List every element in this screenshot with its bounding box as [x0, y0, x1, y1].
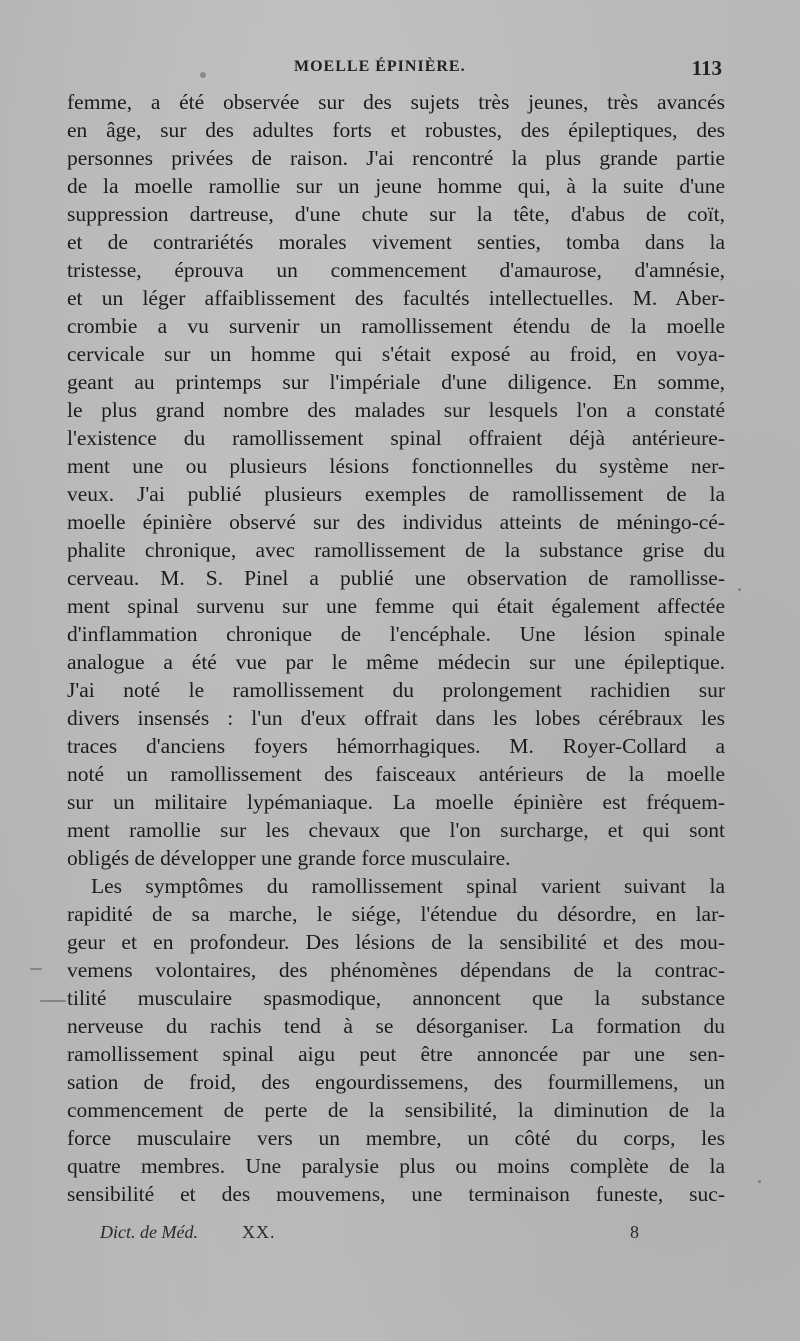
text-line: et un léger affaiblissement des facultés intellectuelles. M. Aber- [67, 286, 725, 310]
text-line: cervicale sur un homme qui s'était exposé au froid, en voya- [67, 342, 725, 366]
text-line: noté un ramollissement des faisceaux antérieurs de la moelle [67, 762, 725, 786]
text-line: nerveuse du rachis tend à se désorganiser. La formation du [67, 1014, 725, 1038]
text-line: veux. J'ai publié plusieurs exemples de ramollissement de la [67, 482, 725, 506]
text-line: sation de froid, des engourdissemens, des fourmillemens, un [67, 1070, 725, 1094]
text-line: geur et en profondeur. Des lésions de la sensibilité et des mou- [67, 930, 725, 954]
paper-speck [30, 968, 42, 970]
text-line: le plus grand nombre des malades sur lesquels l'on a constaté [67, 398, 725, 422]
text-line: sensibilité et des mouvemens, une terminaison funeste, suc- [67, 1182, 725, 1206]
sheet-number: 8 [630, 1222, 639, 1242]
text-line: personnes privées de raison. J'ai rencontré la plus grande partie [67, 146, 725, 170]
text-line: force musculaire vers un membre, un côté du corps, les [67, 1126, 725, 1150]
text-line: phalite chronique, avec ramollissement de la substance grise du [67, 538, 725, 562]
text-line: rapidité de sa marche, le siége, l'étendue du désordre, en lar- [67, 902, 725, 926]
paper-speck [758, 1180, 761, 1183]
paper-speck [200, 72, 206, 78]
paragraph-1 [67, 88, 725, 872]
text-line: sur un militaire lypémaniaque. La moelle épinière est fréquem- [67, 790, 725, 814]
text-line: et de contrariétés morales vivement senties, tomba dans la [67, 230, 725, 254]
text-line: crombie a vu survenir un ramollissement étendu de la moelle [67, 314, 725, 338]
text-line: cerveau. M. S. Pinel a publié une observation de ramollisse- [67, 566, 725, 590]
paragraph-2 [67, 872, 725, 1208]
text-line: femme, a été observée sur des sujets très jeunes, très avancés [67, 90, 725, 114]
text-line: en âge, sur des adultes forts et robustes, des épileptiques, des [67, 118, 725, 142]
paper-speck [738, 588, 741, 591]
text-line: ment ramollie sur les chevaux que l'on surcharge, et qui sont [67, 818, 725, 842]
text-line: commencement de perte de la sensibilité, la diminution de la [67, 1098, 725, 1122]
text-line: l'existence du ramollissement spinal offraient déjà antérieure- [67, 426, 725, 450]
text-line: obligés de développer une grande force musculaire. [67, 846, 511, 870]
running-head: MOELLE ÉPINIÈRE. [294, 58, 466, 75]
signature-mark: Dict. de Méd. [100, 1222, 198, 1242]
text-line: suppression dartreuse, d'une chute sur la tête, d'abus de coït, [67, 202, 725, 226]
text-line: tilité musculaire spasmodique, annoncent que la substance [67, 986, 725, 1010]
text-line: ramollissement spinal aigu peut être annoncée par une sen- [67, 1042, 725, 1066]
text-line: quatre membres. Une paralysie plus ou moins complète de la [67, 1154, 725, 1178]
text-line: ment spinal survenu sur une femme qui était également affectée [67, 594, 725, 618]
volume-mark: XX. [242, 1222, 276, 1242]
text-line: de la moelle ramollie sur un jeune homme qui, à la suite d'une [67, 174, 725, 198]
text-line: divers insensés : l'un d'eux offrait dans les lobes cérébraux les [67, 706, 725, 730]
text-line: traces d'anciens foyers hémorrhagiques. M. Royer-Collard a [67, 734, 725, 758]
text-line: tristesse, éprouva un commencement d'amaurose, d'amnésie, [67, 258, 725, 282]
text-line: J'ai noté le ramollissement du prolongement rachidien sur [67, 678, 725, 702]
text-line: ment une ou plusieurs lésions fonctionnelles du système ner- [67, 454, 725, 478]
text-line: geant au printemps sur l'impériale d'une diligence. En somme, [67, 370, 725, 394]
text-line: vemens volontaires, des phénomènes dépendans de la contrac- [67, 958, 725, 982]
paper-speck [40, 1000, 66, 1002]
body-text [67, 88, 725, 1208]
page-header [66, 58, 726, 86]
page-footer [100, 1222, 660, 1248]
text-line: analogue a été vue par le même médecin sur une épileptique. [67, 650, 725, 674]
text-line: d'inflammation chronique de l'encéphale. Une lésion spinale [67, 622, 725, 646]
text-line: moelle épinière observé sur des individus atteints de méningo-cé- [67, 510, 725, 534]
text-line: Les symptômes du ramollissement spinal varient suivant la [91, 874, 725, 898]
page-number: 113 [691, 56, 722, 80]
